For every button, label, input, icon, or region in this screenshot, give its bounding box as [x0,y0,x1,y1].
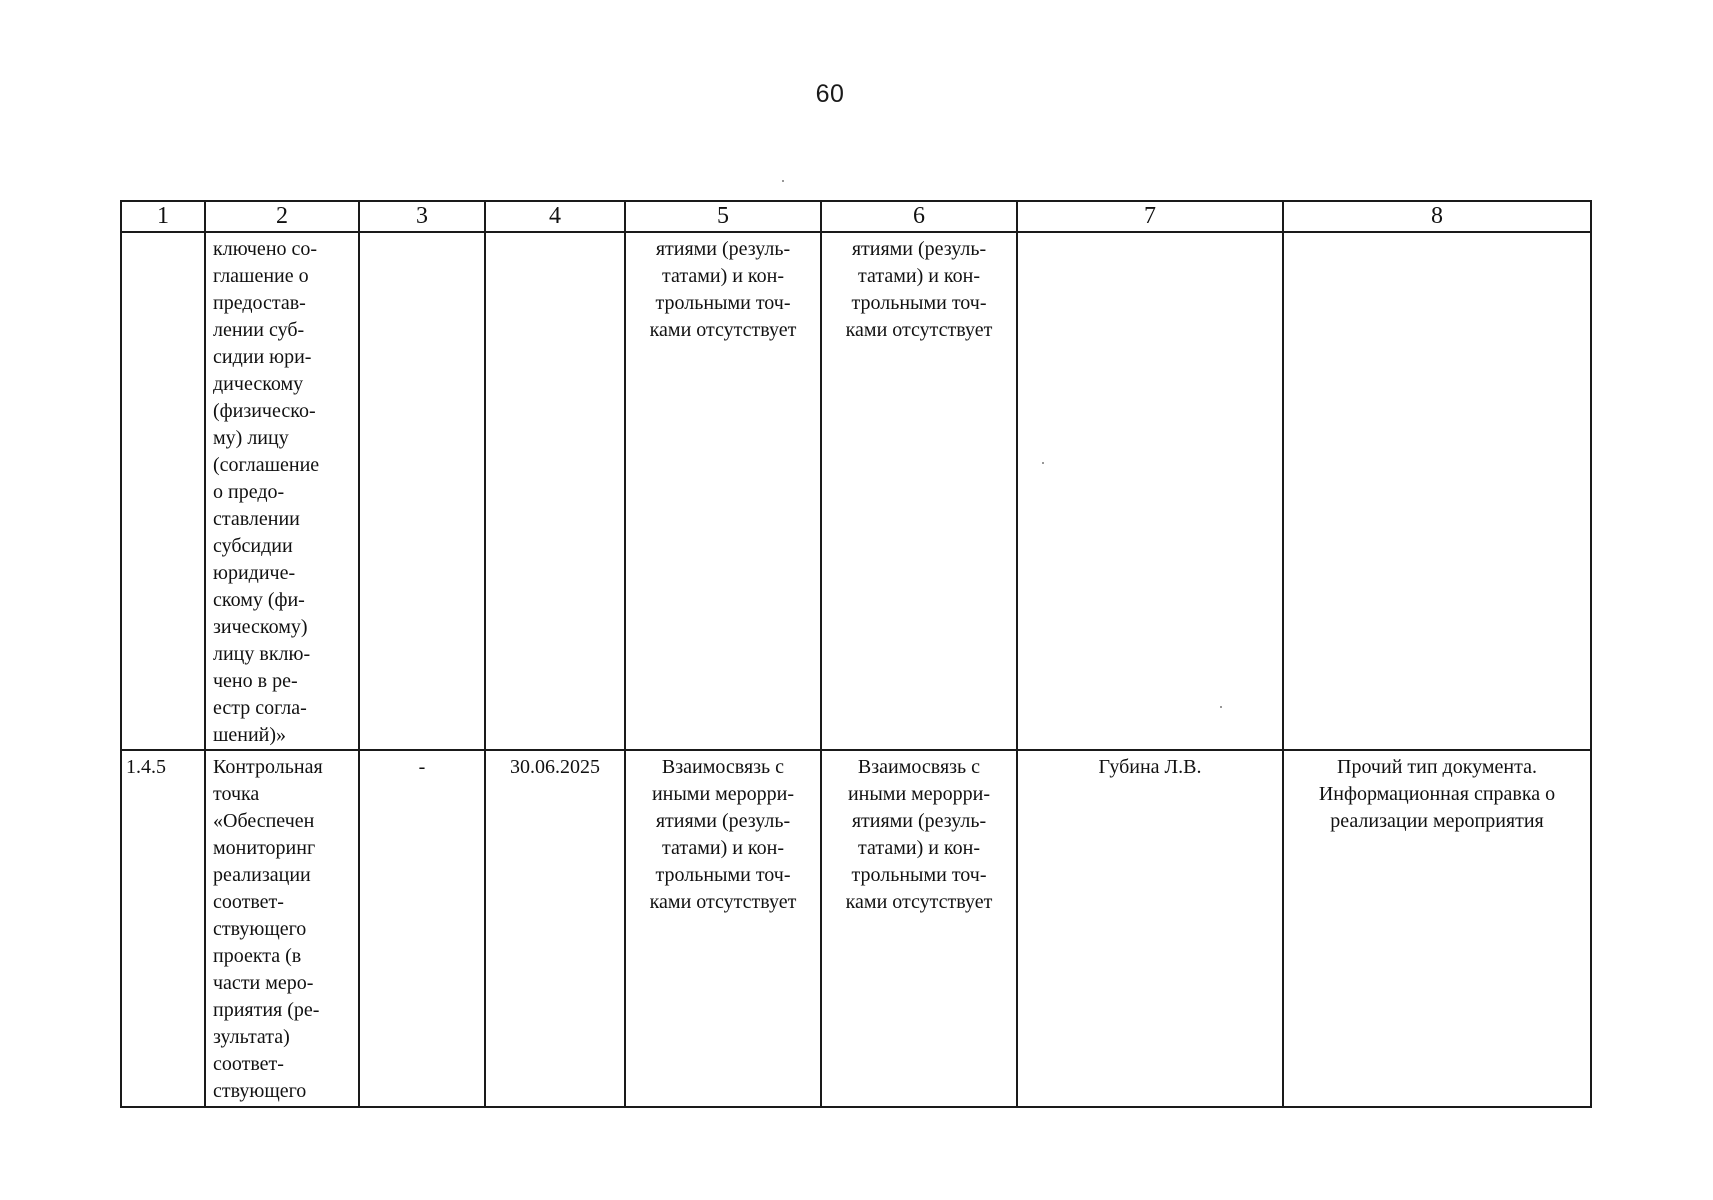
text-line: му) лицу [213,427,289,449]
text-line: иными мероpри- [651,783,795,805]
cell-number [121,232,205,750]
text-line: мониторинг [213,837,316,859]
text-line: субсидии [213,535,293,557]
header-col-5: 5 [625,201,821,232]
text-line: зическому) [213,616,308,638]
header-row [121,201,1591,232]
text-line: точка [213,783,260,805]
header-col-1: 1 [121,201,205,232]
header-col-7: 7 [1017,201,1283,232]
cell-relation-2 [821,232,1017,750]
text-line: татами) и кон- [662,837,784,859]
text-line: реализации мероприятия [1330,810,1544,832]
plan-table [120,200,1592,1108]
cell-col-3: - [359,750,485,1107]
cell-relation-2 [821,750,1017,1107]
text-line: ками отсутствует [845,319,993,341]
text-line: ствующего [213,918,307,940]
cell-description [205,750,359,1107]
cell-responsible [1017,232,1283,750]
text-line: приятия (ре- [213,999,320,1021]
text-line: трольными точ- [655,292,791,314]
text-line: шений)» [213,724,287,746]
text-line: татами) и кон- [858,265,980,287]
table-row-1-4-5 [121,750,1591,1107]
text-line: сидии юри- [213,346,312,368]
cell-document [1283,232,1591,750]
text-line: трольными точ- [655,864,791,886]
cell-relation [625,750,821,1107]
text-line: части меро- [213,972,314,994]
text-line: Взаимосвязь с [661,756,785,778]
header-col-2: 2 [205,201,359,232]
cell-responsible: Губина Л.В. [1017,750,1283,1107]
scan-speck [782,180,784,182]
text-line: дическому [213,373,304,395]
page-number: 60 [815,80,845,108]
text-line: реализации [213,864,311,886]
text-line: Взаимосвязь с [857,756,981,778]
text-line: Контрольная [213,756,323,778]
text-line: ятиями (резуль- [655,810,791,832]
text-line: иными мероpри- [847,783,991,805]
text-line: ставлении [213,508,300,530]
text-line: глашение о [213,265,309,287]
text-line: трольными точ- [851,292,987,314]
text-line: ятиями (резуль- [851,810,987,832]
text-line: ствующего [213,1080,307,1102]
text-line: лицу вклю- [213,643,311,665]
header-col-8: 8 [1283,201,1591,232]
text-line: ками отсутствует [649,319,797,341]
cell-document [1283,750,1591,1107]
text-line: проекта (в [213,945,302,967]
text-line: соответ- [213,1053,284,1075]
text-line: ятиями (резуль- [655,238,791,260]
cell-number: 1.4.5 [121,750,205,1107]
text-line: Прочий тип документа. [1337,756,1537,778]
cell-col-3 [359,232,485,750]
header-col-3: 3 [359,201,485,232]
text-line: соответ- [213,891,284,913]
text-line: «Обеспечен [213,810,315,832]
scan-speck [1042,462,1044,464]
cell-deadline: 30.06.2025 [485,750,625,1107]
text-line: Информационная справка о [1318,783,1556,805]
text-line: татами) и кон- [662,265,784,287]
text-line: ключено со- [213,238,318,260]
text-line: скому (фи- [213,589,305,611]
text-line: лении суб- [213,319,305,341]
cell-description [205,232,359,750]
text-line: чено в ре- [213,670,298,692]
text-line: (соглашение [213,454,320,476]
text-line: (физическо- [213,400,316,422]
cell-col-4 [485,232,625,750]
text-line: естр согла- [213,697,307,719]
text-line: о предо- [213,481,285,503]
text-line: юридиче- [213,562,296,584]
header-col-4: 4 [485,201,625,232]
text-line: татами) и кон- [858,837,980,859]
text-line: ками отсутствует [845,891,993,913]
text-line: зультата) [213,1026,290,1048]
table-row-continuation [121,232,1591,750]
text-line: ятиями (резуль- [851,238,987,260]
scan-speck [1220,706,1222,708]
header-col-6: 6 [821,201,1017,232]
text-line: ками отсутствует [649,891,797,913]
text-line: трольными точ- [851,864,987,886]
text-line: предостав- [213,292,306,314]
cell-relation [625,232,821,750]
